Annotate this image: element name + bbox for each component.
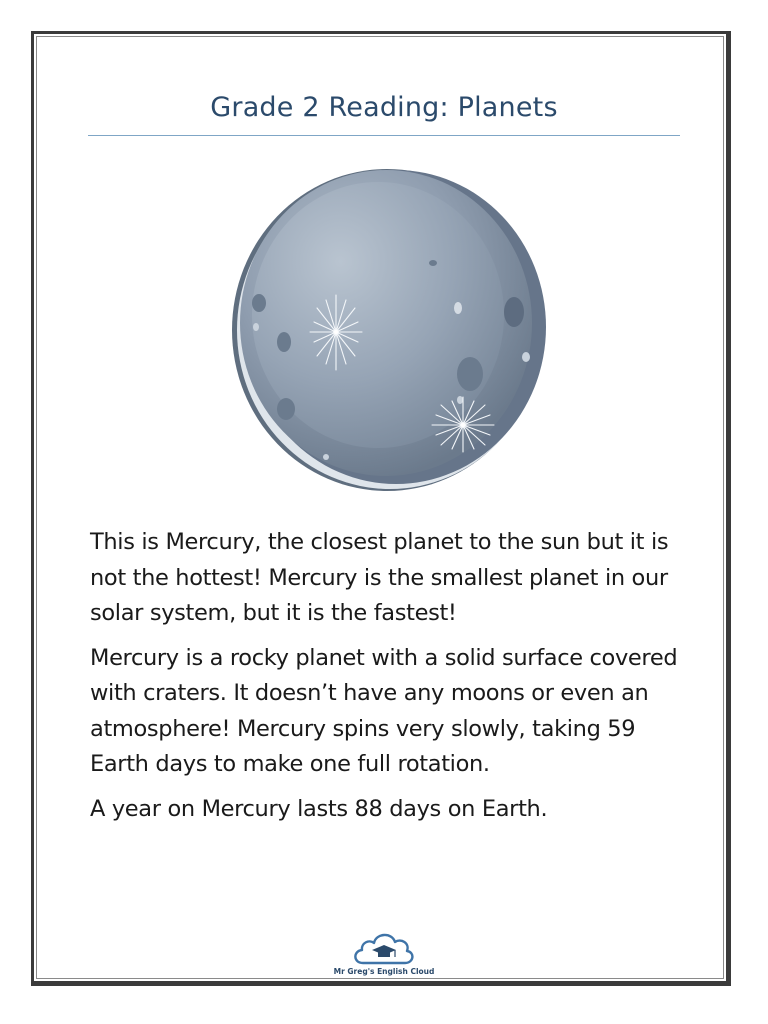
mercury-planet-illustration: [226, 165, 546, 495]
crater: [253, 323, 259, 331]
crater: [252, 294, 266, 312]
crater: [522, 352, 530, 362]
crater: [429, 260, 437, 266]
crater: [504, 297, 524, 327]
crater: [457, 357, 483, 391]
logo-caption: Mr Greg's English Cloud: [333, 967, 435, 976]
publisher-logo: [333, 921, 435, 981]
cloud-graduation-cap-logo-icon: [333, 921, 435, 967]
crater: [277, 332, 291, 352]
crater: [277, 398, 295, 420]
paragraph-1: This is Mercury, the closest planet to the sun but it is not the hottest! Mercury is the smallest planet in our solar system, but it is the fastest!: [90, 529, 669, 626]
crater: [323, 454, 329, 460]
paragraph-3: A year on Mercury lasts 88 days on Earth.: [90, 795, 548, 822]
paragraph-2: Mercury is a rocky planet with a solid surface covered with craters. It doesn’t have any moons or even an atmosphere! Mercury spins very slowly, taking 59 Earth days to make one full rotation.: [90, 644, 678, 777]
crater: [454, 302, 462, 314]
title-underline: [88, 135, 680, 136]
page-title: Grade 2 Reading: Planets: [210, 92, 558, 123]
reading-passage: [90, 525, 690, 836]
crater: [457, 396, 463, 404]
